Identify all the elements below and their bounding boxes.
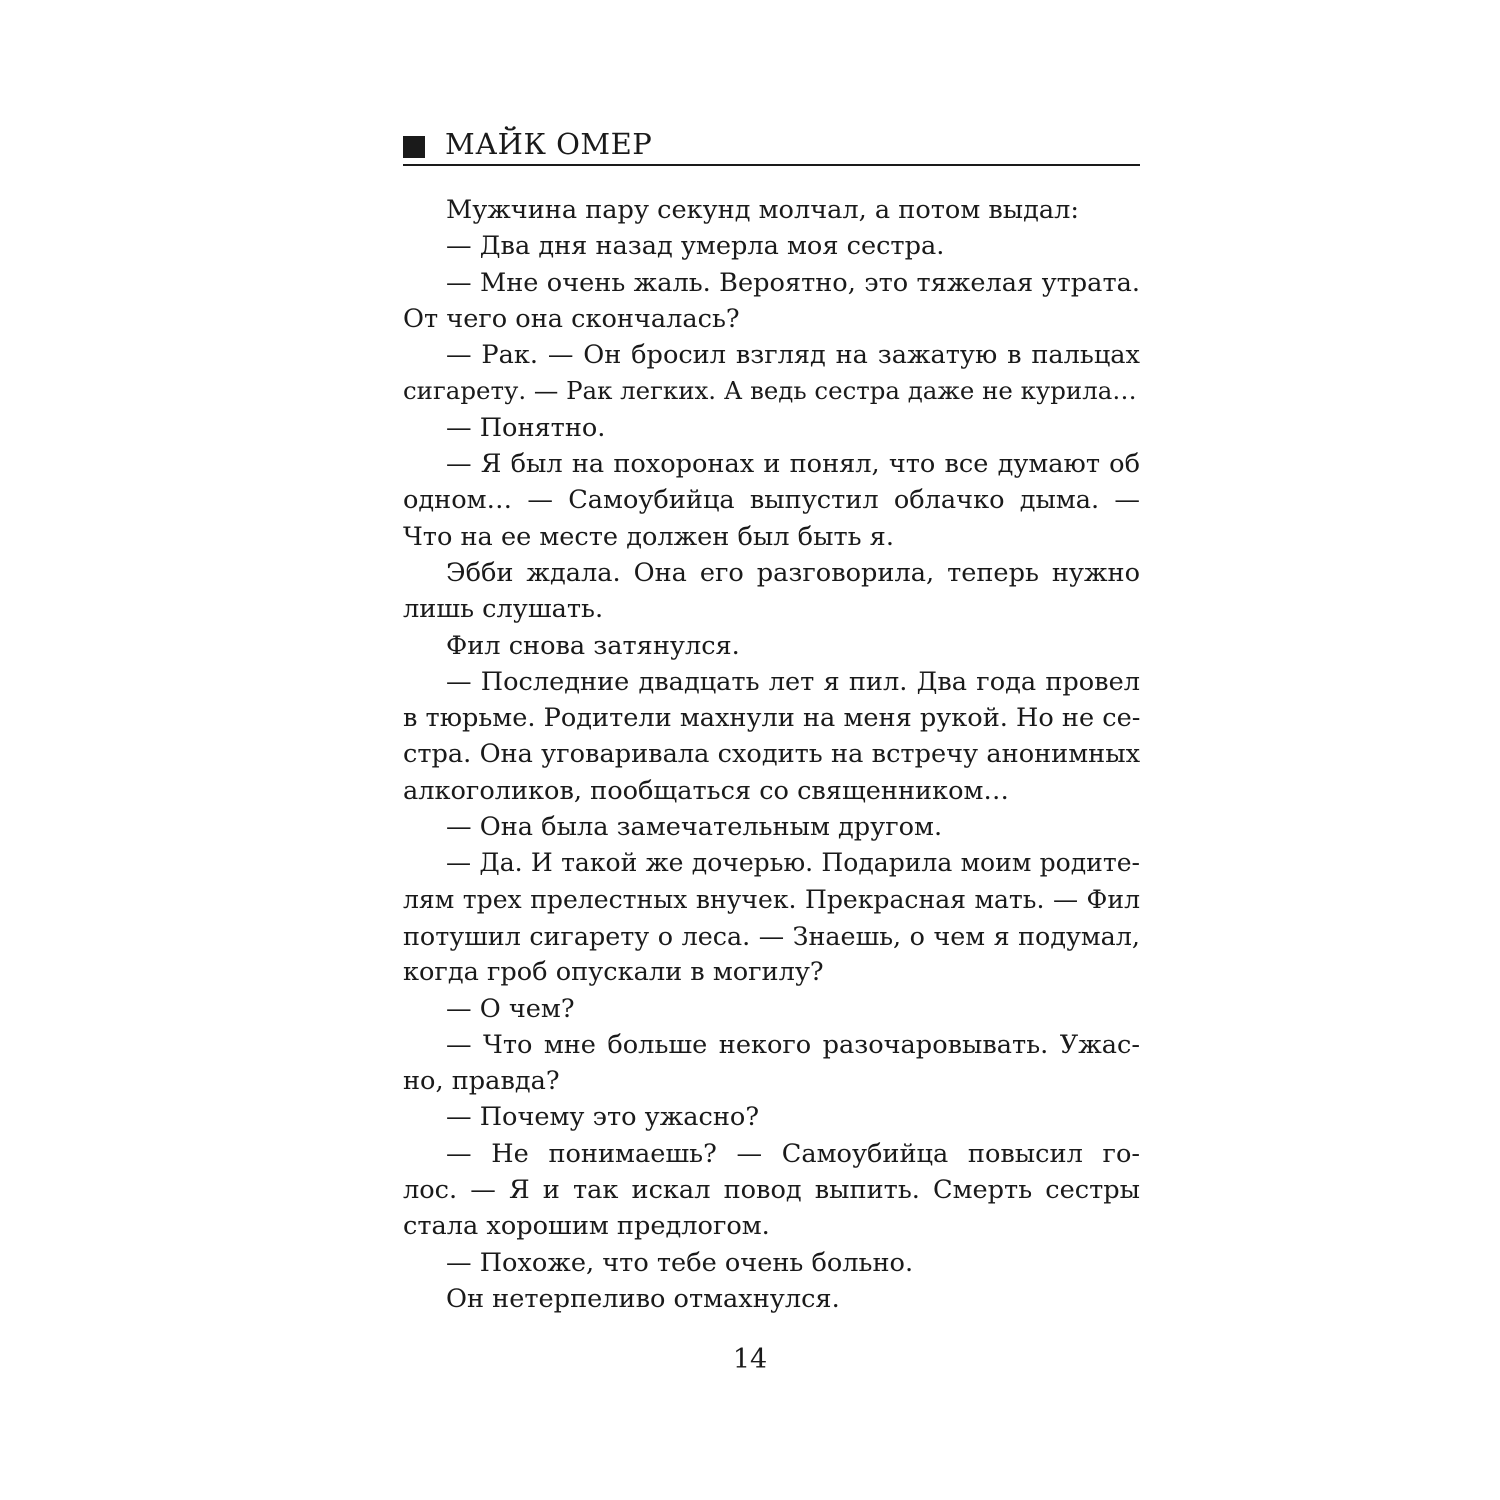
text-line: стала хорошим предлогом.: [403, 1211, 770, 1242]
text-line: — Похоже, что тебе очень больно.: [446, 1247, 914, 1278]
body-text: [403, 192, 1140, 1317]
text-line: потушил сигарету о леса. — Знаешь, о чем я подумал,: [403, 920, 1140, 951]
text-line: одном… — Самоубийца выпустил облачко дыма. —: [403, 485, 1140, 516]
text-line: Эбби ждала. Она его разговорила, теперь нужно: [446, 557, 1140, 588]
text-line: Фил снова затянулся.: [446, 630, 740, 661]
text-line: Он нетерпеливо отмахнулся.: [446, 1283, 840, 1314]
text-line: — Последние двадцать лет я пил. Два года провел: [446, 666, 1140, 697]
text-line: в тюрьме. Родители махнули на меня рукой. Но не се-: [403, 703, 1141, 734]
text-line: алкоголиков, пообщаться со священником…: [403, 775, 1009, 806]
text-line: — Рак. — Он бросил взгляд на зажатую в пальцах: [446, 340, 1140, 371]
text-line: От чего она скончалась?: [403, 303, 740, 334]
text-line: Мужчина пару секунд молчал, а потом выдал:: [446, 195, 1080, 225]
text-line: лишь слушать.: [403, 594, 604, 625]
text-line: но, правда?: [403, 1066, 560, 1097]
text-line: — Да. И такой же дочерью. Подарила моим родите-: [446, 848, 1140, 878]
text-line: — О чем?: [446, 993, 575, 1024]
text-line: лям трех прелестных внучек. Прекрасная мать. — Фил: [403, 884, 1140, 914]
header-square-icon: [403, 136, 425, 158]
header-author: МАЙК ОМЕР: [445, 127, 653, 161]
text-line: — Почему это ужасно?: [446, 1102, 760, 1133]
running-header: [403, 126, 1140, 166]
text-line: стра. Она уговаривала сходить на встречу анонимных: [403, 739, 1140, 770]
text-line: сигарету. — Рак легких. А ведь сестра даже не курила…: [403, 376, 1137, 406]
text-line: — Не понимаешь? — Самоубийца повысил го-: [446, 1138, 1140, 1169]
text-line: — Что мне больше некого разочаровывать. Ужас-: [446, 1029, 1140, 1060]
text-line: — Я был на похоронах и понял, что все думают об: [446, 449, 1140, 480]
text-line: лос. — Я и так искал повод выпить. Смерть сестры: [403, 1175, 1140, 1206]
page-number: 14: [732, 1344, 768, 1375]
text-line: — Понятно.: [446, 412, 606, 443]
text-line: — Два дня назад умерла моя сестра.: [446, 231, 945, 262]
text-line: Что на ее месте должен был быть я.: [403, 521, 894, 552]
text-line: — Мне очень жаль. Вероятно, это тяжелая утрата.: [446, 267, 1140, 298]
text-line: — Она была замечательным другом.: [446, 812, 943, 843]
text-line: когда гроб опускали в могилу?: [403, 957, 824, 988]
